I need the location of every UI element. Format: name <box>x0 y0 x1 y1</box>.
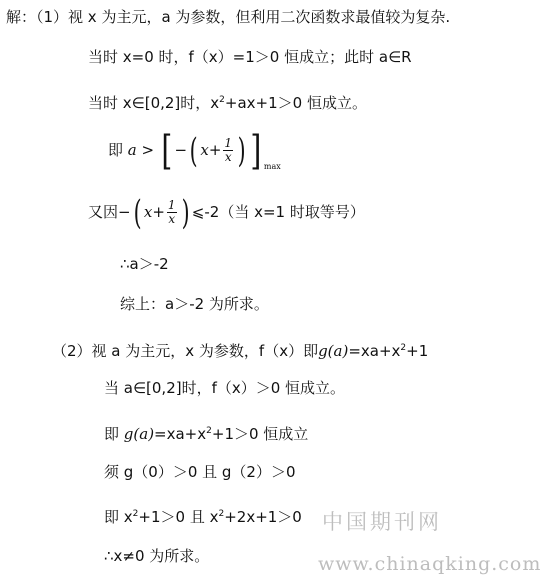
line-10 <box>104 421 308 444</box>
line-12-text-b: +1＞0 且 x <box>138 508 219 526</box>
fraction <box>167 199 177 226</box>
fraction-denominator: x <box>168 212 176 226</box>
line-8 <box>52 338 428 361</box>
formula-var-a: a <box>127 141 137 159</box>
line-12-sup-1: 2 <box>132 509 139 519</box>
line-3 <box>88 90 367 113</box>
line-10-prefix: 即 <box>104 425 120 443</box>
line-4-prefix: 即 <box>108 141 124 159</box>
right-bracket-icon: ] <box>250 127 262 174</box>
line-9: 当 a∈[0,2]时，f（x）＞0 恒成立。 <box>104 379 346 397</box>
line-5-prefix: 又因− <box>88 203 131 221</box>
line-8-text: （2）视 a 为主元，x 为参数，f（x）即 <box>52 342 319 360</box>
formula-plus: + <box>208 141 222 159</box>
line-13: ∴x≠0 为所求。 <box>104 547 210 565</box>
line-8-text-c: +1 <box>406 342 429 360</box>
function-g: g(a) <box>123 425 155 443</box>
line-2: 当时 x=0 时，f（x）=1＞0 恒成立；此时 a∈R <box>88 48 412 66</box>
watermark-url: www.chinaqking.com <box>318 553 542 575</box>
fraction-numerator: 1 <box>224 136 233 150</box>
line-8-sup: 2 <box>400 343 407 353</box>
line-10-sup: 2 <box>206 426 212 436</box>
left-paren-icon: ( <box>189 130 198 171</box>
line-6: ∴a＞-2 <box>120 255 169 273</box>
right-paren-icon: ) <box>237 130 246 171</box>
fraction-numerator: 1 <box>167 198 176 212</box>
formula-gt: > <box>141 141 155 159</box>
left-paren-icon: ( <box>133 192 142 233</box>
line-1: 解：（1）视 x 为主元，a 为参数，但利用二次函数求最值较为复杂. <box>6 8 451 26</box>
left-bracket-icon: [ <box>161 127 173 174</box>
line-12 <box>104 504 302 527</box>
fraction <box>223 137 233 164</box>
line-12-text-c: +2x+1＞0 <box>224 508 302 526</box>
line-11: 须 g（0）＞0 且 g（2）＞0 <box>104 463 296 481</box>
line-7: 综上：a＞-2 为所求。 <box>120 295 269 313</box>
formula-plus: + <box>152 203 165 221</box>
function-g: g(a) <box>318 342 349 360</box>
formula-minus: − <box>174 141 188 159</box>
fraction-denominator: x <box>224 150 232 164</box>
line-8-text-b: =xa+x <box>348 342 401 360</box>
line-3-text: 当时 x∈[0,2]时，x <box>88 94 220 112</box>
line-5-suffix: ⩽-2（当 x=1 时取等号） <box>191 203 365 221</box>
line-12-sup-2: 2 <box>218 509 225 519</box>
formula-var-x: x <box>143 203 153 221</box>
line-10-text-c: +1＞0 恒成立 <box>211 425 309 443</box>
line-10-text: =xa+x <box>154 425 207 443</box>
line-4-formula <box>108 127 281 187</box>
watermark-cn: 中国期刊网 <box>322 510 442 534</box>
line-12-text: 即 x <box>104 508 133 526</box>
max-subscript: max <box>263 162 281 171</box>
line-3-text-b: +ax+1＞0 恒成立。 <box>224 94 367 112</box>
formula-var-x: x <box>200 141 209 159</box>
right-paren-icon: ) <box>181 192 190 233</box>
line-5-formula <box>88 192 365 232</box>
line-3-sup: 2 <box>219 95 225 105</box>
